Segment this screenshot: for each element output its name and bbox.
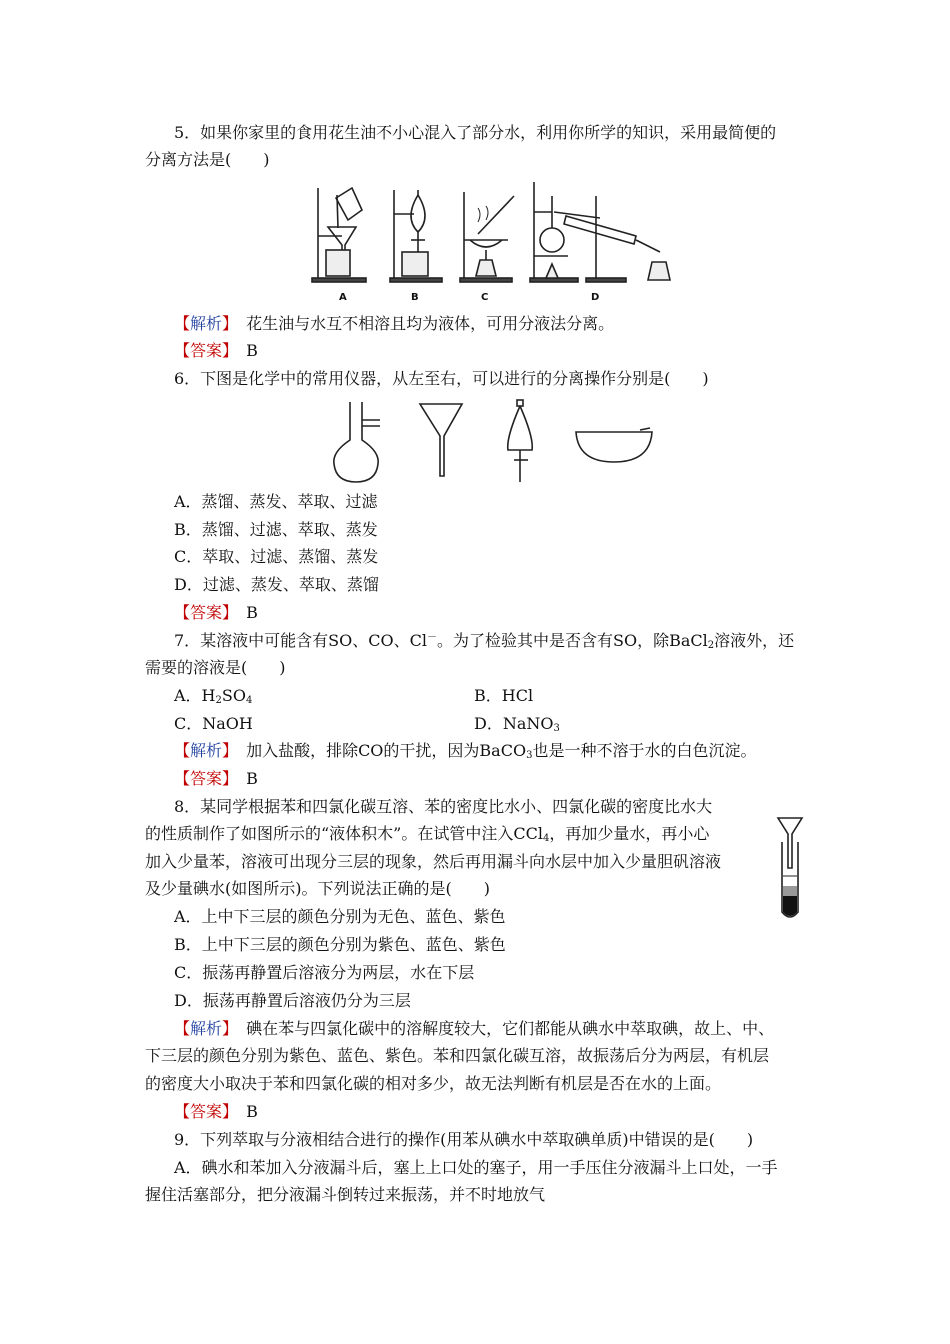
q8-option-a: A．上中下三层的颜色分别为无色、蓝色、紫色 <box>174 907 506 926</box>
q8-analysis-line1: 【解析】 碘在苯与四氯化碳中的溶解度较大，它们都能从碘水中萃取碘，故上、中、 <box>174 1019 775 1038</box>
q7-opt-sub: 2 <box>215 695 222 706</box>
answer-tag: 答案 <box>190 341 223 360</box>
answer-tag: 答案 <box>190 603 223 622</box>
answer-tag: 答案 <box>190 1102 223 1121</box>
q8-stem-line1: 8．某同学根据苯和四氯化碳互溶、苯的密度比水小、四氯化碳的密度比水大 <box>174 797 713 816</box>
q6-stem: 6．下图是化学中的常用仪器，从左至右，可以进行的分离操作分别是( ) <box>174 369 709 388</box>
q7-stem-sub: 2 <box>707 640 715 651</box>
q5-stem-line2: 分离方法是( ) <box>145 150 270 169</box>
q6-answer-value: B <box>246 603 258 622</box>
q5-answer: 【答案】 B <box>174 341 258 360</box>
fig-label-d: D <box>591 292 600 303</box>
q7-analysis-sub: 3 <box>526 750 533 761</box>
q7-stem-part: 溶液外，还 <box>714 631 795 650</box>
fig-label-a: A <box>339 292 347 303</box>
q7-opt-sub: 3 <box>553 723 560 734</box>
q7-analysis-text: 加入盐酸，排除CO的干扰，因为BaCO <box>246 741 527 760</box>
q8-stem-line3: 加入少量苯，溶液可出现分三层的现象，然后再用漏斗向水层中加入少量胆矾溶液 <box>145 852 722 871</box>
q7-opt-part: A．H <box>174 686 216 705</box>
q8-stem-line4: 及少量碘水(如图所示)。下列说法正确的是( ) <box>145 879 490 898</box>
q8-option-b: B．上中下三层的颜色分别为紫色、蓝色、紫色 <box>174 935 506 954</box>
analysis-tag: 解析 <box>190 1019 223 1038</box>
q8-answer: 【答案】 B <box>174 1102 258 1121</box>
q7-analysis: 【解析】 加入盐酸，排除CO的干扰，因为BaCO$_3$也是一种不溶于水的白色沉淀。 <box>174 741 757 761</box>
q7-answer: 【答案】 B <box>174 769 258 788</box>
q8-stem-part: 的性质制作了如图所示的“液体积木”。在试管中注入CCl <box>145 824 543 843</box>
q8-analysis-text: 碘在苯与四氯化碳中的溶解度较大，它们都能从碘水中萃取碘，故上、中、 <box>246 1019 775 1038</box>
q8-stem-part: ，再加少量水，再小心 <box>549 824 710 843</box>
q6-option-c: C．萃取、过滤、蒸馏、蒸发 <box>174 547 379 566</box>
analysis-tag: 解析 <box>190 314 223 333</box>
q7-stem-part: 7．某溶液中可能含有SO、CO、Cl <box>174 631 427 650</box>
q9-stem: 9．下列萃取与分液相结合进行的操作(用苯从碘水中萃取碘单质)中错误的是( ) <box>174 1130 754 1149</box>
q5-analysis: 【解析】 花生油与水互不相溶且均为液体，可用分液法分离。 <box>174 314 615 333</box>
q7-opt-sub: 4 <box>245 695 253 706</box>
q7-answer-value: B <box>246 769 258 788</box>
q7-stem-line2: 需要的溶液是( ) <box>145 658 286 677</box>
q9-option-a-line2: 握住活塞部分，把分液漏斗倒转过来振荡，并不时地放气 <box>145 1185 546 1204</box>
q8-option-d: D．振荡再静置后溶液仍分为三层 <box>174 991 411 1010</box>
fig-label-b: B <box>411 292 419 303</box>
analysis-tag: 解析 <box>190 741 223 760</box>
q7-option-c: C．NaOH <box>174 714 253 733</box>
fig-label-c: C <box>481 292 489 303</box>
q7-option-b: B．HCl <box>474 686 534 705</box>
q7-opt-part: D．NaNO <box>474 714 554 733</box>
q8-analysis-line3: 的密度大小取决于苯和四氯化碳的相对多少，故无法判断有机层是否在水的上面。 <box>145 1074 722 1093</box>
q8-stem-sub: 4 <box>542 833 550 844</box>
q6-option-a: A．蒸馏、蒸发、萃取、过滤 <box>174 492 378 511</box>
q7-stem-part: 。为了检验其中是否含有SO，除BaCl <box>436 631 708 650</box>
q6-option-d: D．过滤、蒸发、萃取、蒸馏 <box>174 575 379 594</box>
q6-option-b: B．蒸馏、过滤、萃取、蒸发 <box>174 520 378 539</box>
q5-answer-value: B <box>246 341 258 360</box>
q5-stem-line1: 5．如果你家里的食用花生油不小心混入了部分水，利用你所学的知识，采用最简便的 <box>174 123 777 142</box>
q7-analysis-text: 也是一种不溶于水的白色沉淀。 <box>532 741 757 760</box>
q6-answer: 【答案】 B <box>174 603 258 622</box>
q7-opt-part: SO <box>221 686 246 705</box>
answer-tag: 答案 <box>190 769 223 788</box>
q8-option-c: C．振荡再静置后溶液分为两层，水在下层 <box>174 963 475 982</box>
q7-stem-sup: － <box>426 632 437 643</box>
q8-answer-value: B <box>246 1102 258 1121</box>
q5-analysis-text: 花生油与水互不相溶且均为液体，可用分液法分离。 <box>246 314 615 333</box>
q8-analysis-line2: 下三层的颜色分别为紫色、蓝色、紫色。苯和四氯化碳互溶，故振荡后分为两层，有机层 <box>145 1046 770 1065</box>
q9-option-a-line1: A．碘水和苯加入分液漏斗后，塞上上口处的塞子，用一手压住分液漏斗上口处，一手 <box>174 1158 778 1177</box>
